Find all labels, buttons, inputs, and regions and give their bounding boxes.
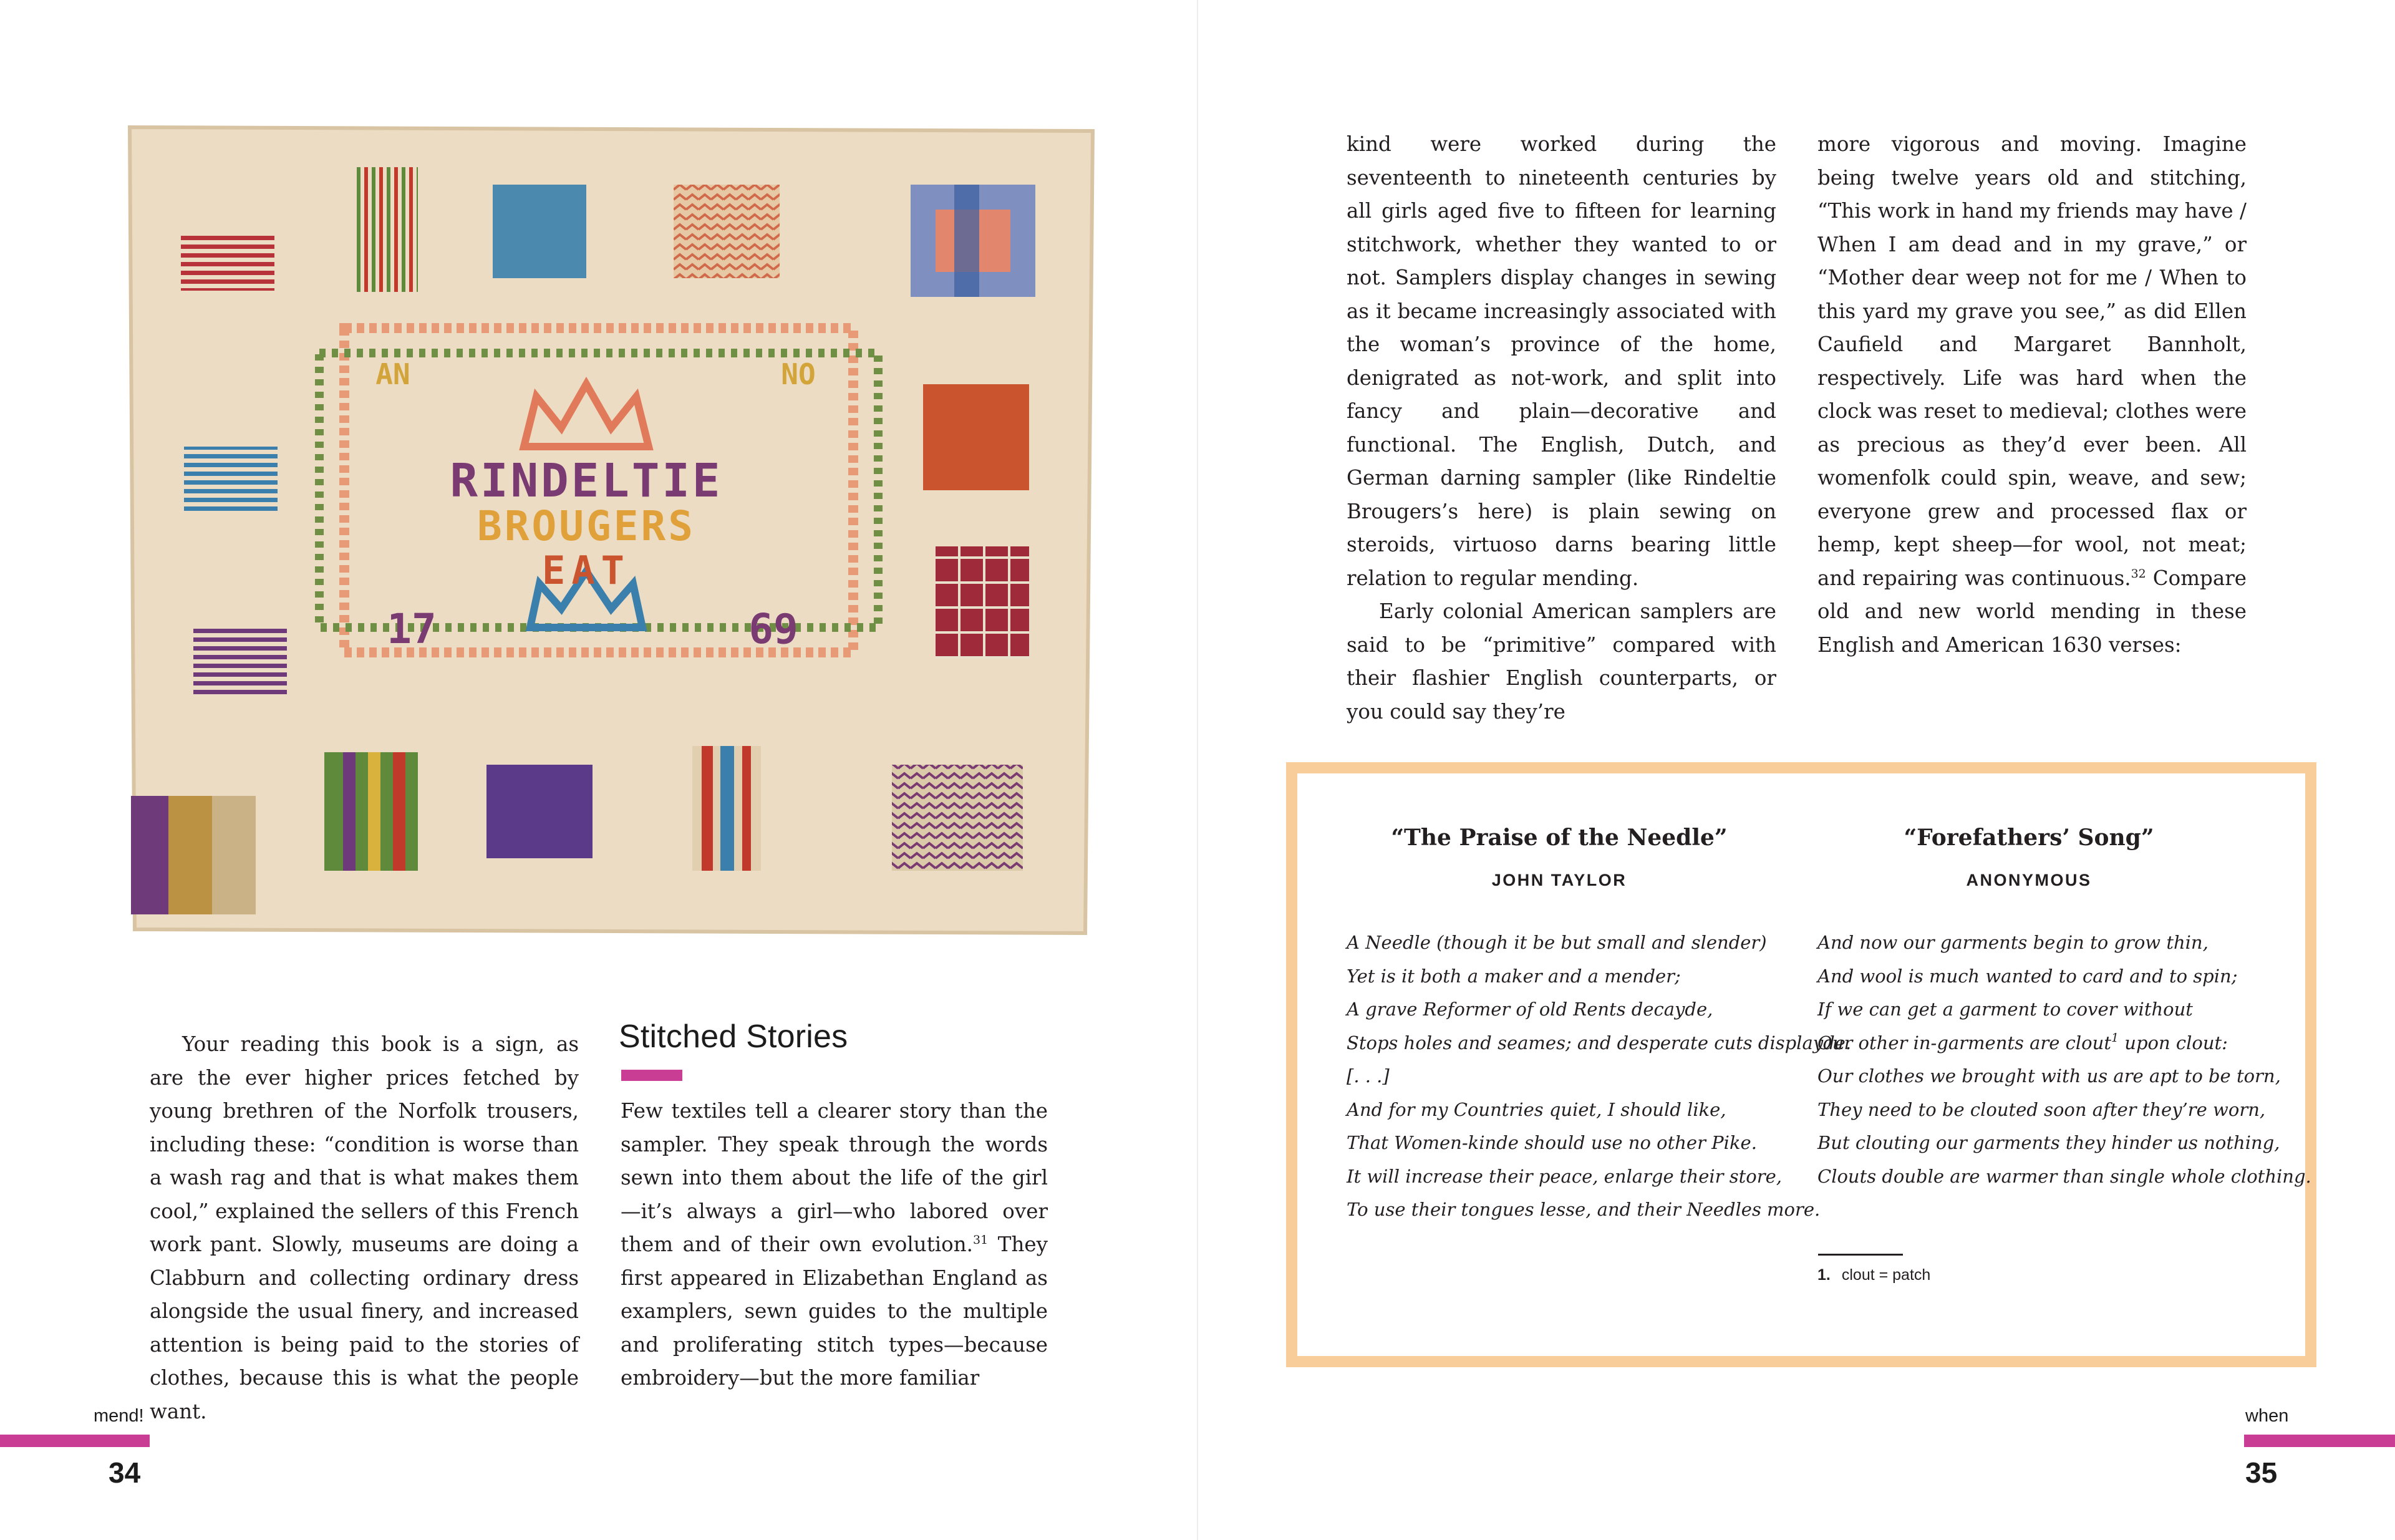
darn-patch: [193, 627, 287, 696]
stitched-text: 69: [748, 605, 798, 653]
darn-patch: [493, 185, 586, 278]
darn-patch: [486, 765, 593, 858]
folio-bar-right: [2244, 1435, 2395, 1447]
poem-author: ANONYMOUS: [1966, 871, 2092, 889]
darn-patch: [324, 752, 418, 871]
verse-line: [. . .]: [1347, 1065, 1390, 1087]
poem-verse: [1347, 926, 1851, 1227]
endnote-ref: 32: [2131, 566, 2146, 581]
page-number-left: 34: [109, 1456, 141, 1489]
verse-line: A Needle (though it be but small and slender): [1347, 932, 1767, 953]
verse-line: But clouting our garments they hinder us nothing,: [1817, 1132, 2280, 1153]
darn-patch: [184, 447, 278, 515]
left-page-column-1: [150, 1028, 579, 1428]
verse-line: Stops holes and seames; and desperate cuts displayde.: [1347, 1032, 1852, 1053]
darn-patch: [131, 796, 256, 914]
verse-line: Clouts double are warmer than single whole clothing.: [1817, 1165, 2311, 1187]
body-paragraph: Your reading this book is a sign, as are the ever higher prices fetched by young brethren of the Norfolk trousers, including these: “condition is worse than a wash rag and that is what makes them cool,” explained the sellers of this French work pant. Slowly, museums are doing a Clabburn and collecting ordinary dress alongside the usual finery, and increased attention is being paid to the stories of clothes, because this is what the people want.: [150, 1032, 579, 1423]
verse-line: A grave Reformer of old Rents decayde,: [1347, 999, 1713, 1020]
verse-line: Our clothes we brought with us are apt to be torn,: [1817, 1065, 2281, 1087]
verse-line: That Women-kinde should use no other Pike.: [1347, 1132, 1757, 1153]
verse-line: And now our garments begin to grow thin,: [1817, 932, 2209, 953]
verse-line: If we can get a garment to cover without: [1817, 999, 2193, 1020]
verse-line: They need to be clouted soon after they’re worn,: [1817, 1098, 2266, 1120]
darn-patch: [692, 746, 761, 871]
poem-verse: [1817, 926, 2311, 1193]
verse-line: And for my Countries quiet, I should like,: [1347, 1098, 1726, 1120]
endnote-ref: 31: [973, 1233, 989, 1247]
page-number-right: 35: [2245, 1456, 2278, 1489]
stitched-text: RINDELTIE: [450, 454, 723, 508]
heading-accent-bar: [621, 1070, 682, 1081]
running-head-right: when: [2245, 1406, 2289, 1426]
body-paragraph: kind were worked during the seventeenth to nineteenth centuries by all girls aged five to fifteen for learning stitchwork, whether they wanted to or not. Samplers display changes in sewing as it became increasingly associated with the woman’s province of the home, denigrated as not-work, and split into fancy and plain—decorative and functional. The English, Dutch, and German darning sampler (like Rindeltie Brougers’s here) is plain sewing on steroids, virtuoso darns bearing little relation to regular mending.: [1347, 132, 1776, 590]
body-paragraph: Early colonial American samplers are said to be “primitive” compared with their flashier English counterparts, or you could say they’re: [1347, 599, 1776, 724]
verse-line: And wool is much wanted to card and to spin;: [1817, 965, 2238, 987]
darn-patch: [181, 235, 274, 291]
darn-patch: [674, 185, 780, 278]
stitched-text: AN: [375, 357, 410, 391]
verse-line: Our other in-garments are clout$^1$ upon clout:: [1817, 1030, 2228, 1053]
body-paragraph: Few textiles tell a clearer story than the sampler. They speak through the words sewn into them about the life of the girl—it’s always a girl—who labored over them and of their own evolution.$^{31}$ They first appeared in Elizabethan England as examplers, sewn guides to the multiple and proliferating stitch types—because embroidery—but the more familiar: [621, 1099, 1048, 1390]
left-page-column-2: [621, 1095, 1048, 1395]
running-head-left: mend!: [94, 1406, 144, 1426]
darn-patch: [892, 765, 1023, 871]
gutter: [1197, 0, 1198, 1540]
poem-title: “The Praise of the Needle”: [1391, 825, 1728, 851]
right-page-column-1: [1347, 128, 1776, 729]
footnote-ref: 1: [2111, 1030, 2119, 1045]
darn-patch: [936, 546, 1029, 659]
darn-patch: [356, 167, 418, 292]
stitched-text: 17: [387, 605, 437, 653]
darning-sampler-image: [125, 122, 1098, 938]
poem-title: “Forefathers’ Song”: [1904, 825, 2154, 851]
body-paragraph: more vigorous and moving. Imagine being twelve years old and stitching, “This work in hand my friends may have / When I am dead and in my grave,” or “Mother dear weep not for me / When to this yard my grave you see,” as did Ellen Caufield and Margaret Bannholt, respectively. Life was hard when the clock was reset to medieval; clothes were as precious as they’d ever been. All womenfolk could spin, weave, and sew; everyone grew and processed flax or hemp, kept sheep—for wool, not meat; and repairing was continuous.$^{32}$ Compare old and new world mending in these English and American 1630 verses:: [1817, 132, 2247, 657]
verse-line: It will increase their peace, enlarge their store,: [1347, 1165, 1782, 1187]
stitched-text: BROUGERS: [477, 502, 695, 550]
section-heading: Stitched Stories: [619, 1019, 848, 1055]
darn-patch: [923, 384, 1029, 490]
right-page-column-2: [1817, 128, 2247, 662]
verse-line: To use their tongues lesse, and their Needles more.: [1347, 1199, 1821, 1220]
stitched-text: EAT: [542, 548, 631, 593]
stitched-text: NO: [781, 357, 816, 391]
poem-author: JOHN TAYLOR: [1491, 871, 1627, 889]
folio-bar-left: [0, 1435, 150, 1447]
footnote: 1. clout = patch: [1817, 1266, 1931, 1284]
footnote-rule: [1818, 1254, 1903, 1256]
darn-patch: [911, 185, 1035, 297]
verse-line: Yet is it both a maker and a mender;: [1347, 965, 1681, 987]
